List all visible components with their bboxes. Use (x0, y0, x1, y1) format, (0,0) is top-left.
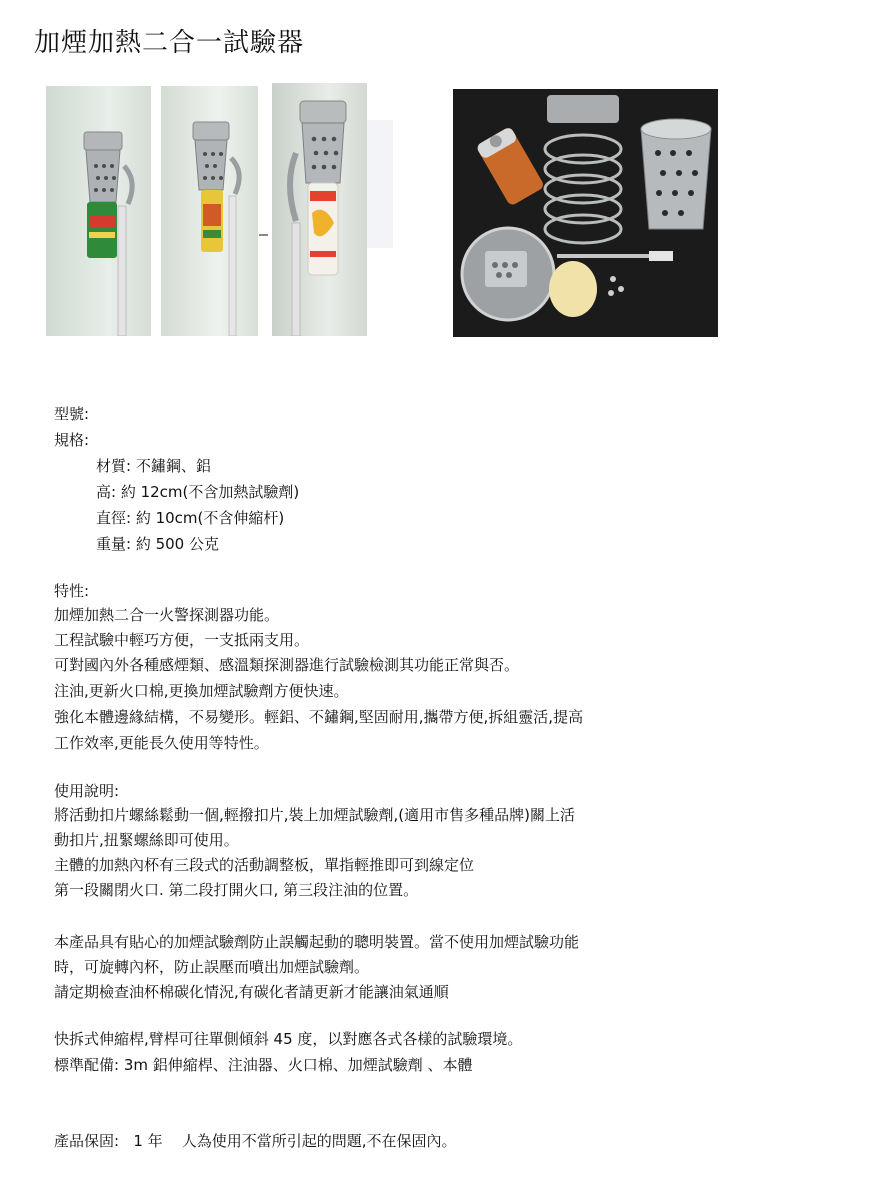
accessories-line: 快拆式伸縮桿,臂桿可往單側傾斜 45 度，以對應各式各樣的試驗環境。 (54, 1030, 523, 1048)
product-photo-green-can (46, 86, 151, 336)
separator-dash (259, 234, 268, 236)
spec-material: 材質: 不鏽鋼、鋁 (96, 457, 211, 475)
product-photo-yellow-can (161, 86, 258, 336)
warranty-line: 產品保固: 1 年 人為使用不當所引起的問題,不在保固內。 (54, 1132, 457, 1150)
usage-label: 使用說明: (54, 782, 120, 800)
safety-line: 時，可旋轉內杯，防止誤壓而噴出加煙試驗劑。 (54, 958, 370, 976)
product-photo-parts (453, 89, 718, 337)
features-line: 工作效率,更能長久使用等特性。 (54, 734, 269, 752)
spec-label: 規格: (54, 431, 90, 449)
usage-line: 將活動扣片螺絲鬆動一個,輕撥扣片,裝上加煙試驗劑,(適用市售多種品牌)關上活 (54, 806, 576, 824)
features-line: 注油,更新火口棉,更換加煙試驗劑方便快速。 (54, 682, 349, 700)
spec-height: 高: 約 12cm(不含加熱試驗劑) (96, 483, 300, 501)
features-line: 工程試驗中輕巧方便，一支抵兩支用。 (54, 631, 310, 649)
safety-line: 請定期檢查油杯棉碳化情況,有碳化者請更新才能讓油氣通順 (54, 983, 449, 1001)
features-line: 加煙加熱二合一火警探測器功能。 (54, 606, 280, 624)
safety-line: 本產品具有貼心的加煙試驗劑防止誤觸起動的聰明裝置。當不使用加煙試驗功能 (54, 933, 580, 951)
product-photo-extended (272, 83, 367, 336)
spec-weight: 重量: 約 500 公克 (96, 535, 219, 553)
accessories-line: 標準配備: 3m 鋁伸縮桿、注油器、火口棉、加煙試驗劑 、本體 (54, 1056, 473, 1074)
features-label: 特性: (54, 582, 90, 600)
usage-line: 主體的加熱內杯有三段式的活動調整板，單指輕推即可到線定位 (54, 856, 475, 874)
photo-edge-strip (367, 120, 393, 248)
features-line: 可對國內外各種感煙類、感溫類探測器進行試驗檢測其功能正常與否。 (54, 656, 520, 674)
features-line: 強化本體邊緣結構，不易變形。輕鋁、不鏽鋼,堅固耐用,攜帶方便,拆組靈活,提高 (54, 708, 584, 726)
usage-line: 第一段關閉火口. 第二段打開火口, 第三段注油的位置。 (54, 881, 419, 899)
usage-line: 動扣片,扭緊螺絲即可使用。 (54, 831, 239, 849)
page-title: 加煙加熱二合一試驗器 (34, 28, 305, 58)
spec-diameter: 直徑: 約 10cm(不含伸縮杆) (96, 509, 285, 527)
model-label: 型號: (54, 405, 90, 423)
